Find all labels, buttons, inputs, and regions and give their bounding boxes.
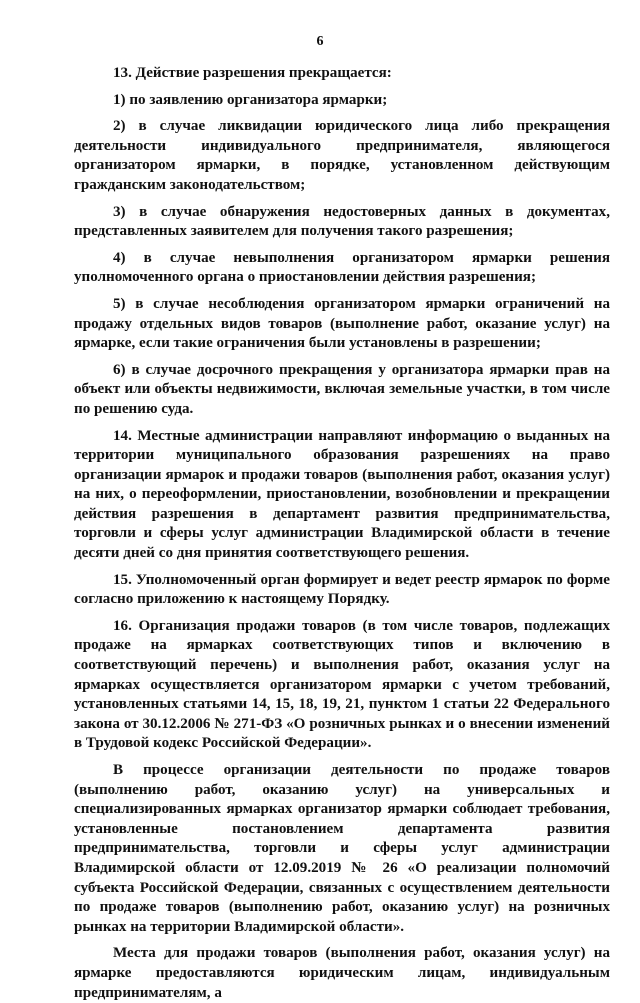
paragraph-15: 15. Уполномоченный орган формирует и ведет реестр ярмарок по форме согласно приложению к настоящему Порядку. bbox=[74, 571, 610, 608]
page-number: 6 bbox=[316, 34, 324, 49]
paragraph-13-item-5: 5) в случае несоблюдения организатором ярмарки ограничений на продажу отдельных видов товаров (выполнение работ, оказание услуг) на ярмарке, если такие ограничения были установлены в разрешении; bbox=[74, 295, 610, 352]
paragraph-13-item-1: 1) по заявлению организатора ярмарки; bbox=[113, 91, 388, 108]
paragraph-16-places: Места для продажи товаров (выполнения работ, оказания услуг) на ярмарке предоставляются юридическим лицам, индивидуальным предпринимателям, а bbox=[74, 945, 610, 1001]
paragraph-16: 16. Организация продажи товаров (в том числе товаров, подлежащих продаже на ярмарках соответствующих типов и включению в соответствующий перечень) и выполнения работ, оказания услуг на ярмарках осуществляется организатором ярмарки с учетом требований, установленных статьями 14, 15, 18, 19, 21, пунктом 1 статьи 22 Федерального закона от 30.12.2006 № 271-ФЗ «О розничных рынках и о внесении изменений в Трудовой кодекс Российской Федерации». bbox=[74, 617, 610, 752]
document-body bbox=[74, 64, 610, 1003]
paragraph-13-item-3: 3) в случае обнаружения недостоверных данных в документах, представленных заявителем для получения такого разрешения; bbox=[74, 203, 610, 240]
paragraph-13-item-4: 4) в случае невыполнения организатором ярмарки решения уполномоченного органа о приостановлении действия разрешения; bbox=[74, 249, 610, 286]
paragraph-13-heading: 13. Действие разрешения прекращается: bbox=[113, 65, 392, 81]
paragraph-14: 14. Местные администрации направляют информацию о выданных на территории муниципального образования разрешениях на право организации ярмарок и продажи товаров (выполнения работ, оказания услуг) на них, о переоформлении, приостановлении, возобновлении и прекращении действия разрешения в департамент развития предпринимательства, торговли и сферы услуг администрации Владимирской области в течение десяти дней со дня принятия соответствующего решения. bbox=[74, 427, 610, 562]
paragraph-16-continued: В процессе организации деятельности по продаже товаров (выполнению работ, оказанию услуг) на универсальных и специализированных ярмарках организатор ярмарки соблюдает требования, установленные постановлением департамента развития предпринимательства, торговли и сферы услуг администрации Владимирской области от 12.09.2019 № 26 «О реализации полномочий субъекта Российской Федерации, связанных с осуществлением деятельности по продаже товаров (выполнению работ, оказанию услуг) на розничных рынках на территории Владимирской области». bbox=[74, 762, 610, 935]
paragraph-13-item-6: 6) в случае досрочного прекращения у организатора ярмарки прав на объект или объекты недвижимости, включая земельные участки, в том числе по решению суда. bbox=[74, 361, 610, 417]
paragraph-13-item-2: 2) в случае ликвидации юридического лица либо прекращения деятельности индивидуального предпринимателя, являющегося организатором ярмарки, в порядке, установленном действующим гражданским законодательством; bbox=[74, 118, 610, 193]
